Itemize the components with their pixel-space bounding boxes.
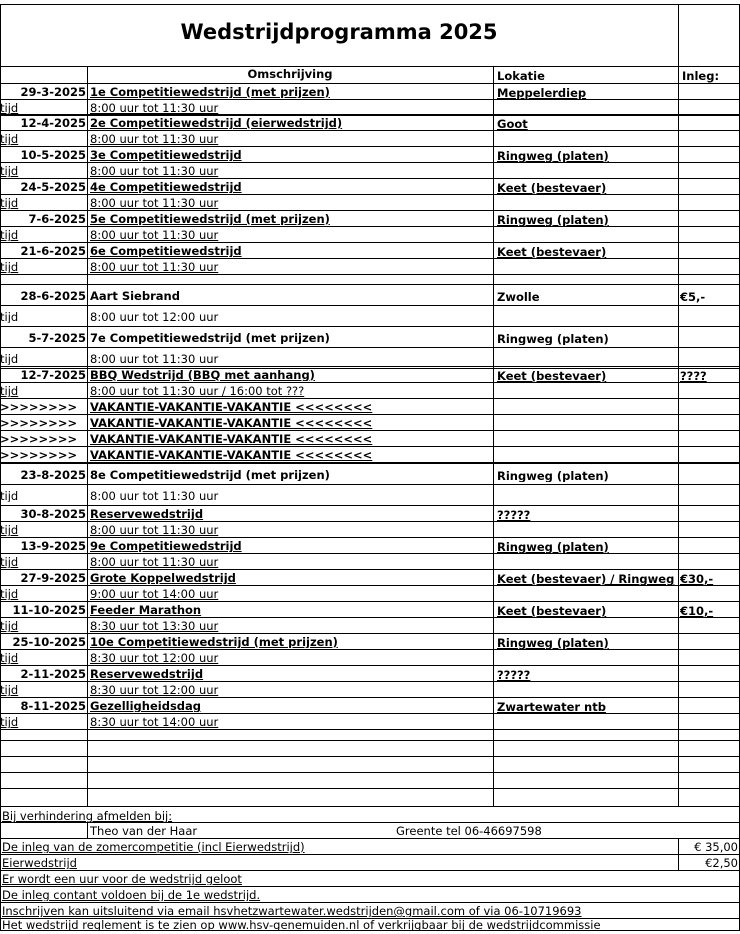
row-location: Ringweg (platen) bbox=[497, 150, 609, 162]
row-location: Keet (bestevaer) / Ringweg bbox=[497, 573, 675, 585]
row-time: 8:30 uur tot 14:00 uur bbox=[90, 716, 219, 728]
footer-egg-label: Eierwedstrijd bbox=[2, 857, 77, 869]
footer-summer-fee-value: € 35,00 bbox=[694, 841, 738, 853]
grid-line bbox=[0, 83, 740, 84]
row-time: 8:30 uur tot 12:00 uur bbox=[90, 652, 219, 664]
row-time: 8:00 uur tot 12:00 uur bbox=[90, 310, 219, 323]
row-date: 12-7-2025 bbox=[20, 369, 86, 381]
footer-note-cash: De inleg contant voldoen bij de 1e wedstrijd. bbox=[2, 889, 261, 901]
footer-contact-name: Theo van der Haar bbox=[90, 825, 198, 837]
row-fee: ???? bbox=[680, 370, 707, 382]
footer-note-rules: Het wedstrijd reglement is te zien op www.hsv-genemuiden.nl of verkrijgbaar bij de wedstrijdcommissie bbox=[2, 919, 601, 931]
row-date: 11-10-2025 bbox=[12, 604, 86, 616]
grid-line bbox=[0, 585, 740, 586]
row-description: Reservewedstrijd bbox=[90, 508, 204, 520]
row-time: 8:00 uur tot 11:30 uur bbox=[90, 489, 219, 502]
grid-line bbox=[0, 521, 740, 522]
row-location: Ringweg (platen) bbox=[497, 214, 609, 226]
grid-line bbox=[0, 194, 740, 195]
vacation-arrows: >>>>>>>> bbox=[0, 417, 78, 429]
grid-line bbox=[0, 4, 740, 5]
footer-egg-value: €2,50 bbox=[705, 857, 738, 869]
grid-line bbox=[0, 713, 740, 714]
row-location: Ringweg (platen) bbox=[497, 469, 609, 482]
row-location: Keet (bestevaer) bbox=[497, 246, 607, 258]
row-time: 8:00 uur tot 11:30 uur bbox=[90, 102, 219, 114]
grid-line bbox=[0, 806, 740, 807]
grid-line bbox=[0, 729, 740, 730]
grid-line bbox=[493, 66, 494, 806]
row-date: 8-11-2025 bbox=[20, 700, 86, 712]
row-date: 23-8-2025 bbox=[20, 468, 86, 481]
row-description: Aart Siebrand bbox=[90, 289, 180, 302]
grid-line bbox=[0, 463, 740, 464]
row-date: 27-9-2025 bbox=[20, 572, 86, 584]
row-date: 13-9-2025 bbox=[20, 540, 86, 552]
row-time: 8:00 uur tot 11:30 uur bbox=[90, 261, 219, 273]
row-date: 24-5-2025 bbox=[20, 181, 86, 193]
grid-line bbox=[0, 258, 740, 259]
grid-line bbox=[0, 114, 740, 115]
header-omschrijving: Omschrijving bbox=[247, 67, 333, 81]
grid-line bbox=[0, 484, 740, 485]
row-description: BBQ Wedstrijd (BBQ met aanhang) bbox=[90, 369, 315, 381]
row-time-label: tijd bbox=[0, 197, 19, 209]
grid-line bbox=[0, 681, 740, 682]
row-location: Ringweg (platen) bbox=[497, 332, 609, 345]
vacation-label: VAKANTIE-VAKANTIE-VAKANTIE <<<<<<<< bbox=[90, 449, 373, 461]
row-time: 8:30 uur tot 13:30 uur bbox=[90, 620, 219, 632]
grid-line bbox=[0, 430, 740, 431]
grid-line bbox=[0, 649, 740, 650]
grid-line bbox=[87, 822, 88, 838]
header-inleg: Inleg: bbox=[682, 69, 720, 83]
row-location: Goot bbox=[497, 118, 528, 130]
grid-line bbox=[0, 665, 740, 666]
row-description: 4e Competitiewedstrijd bbox=[90, 181, 242, 193]
row-time-label: tijd bbox=[0, 261, 19, 273]
grid-line bbox=[87, 66, 88, 806]
grid-line bbox=[0, 553, 740, 554]
row-time-label: tijd bbox=[0, 229, 19, 241]
row-time-label: tijd bbox=[0, 102, 19, 114]
row-date: 25-10-2025 bbox=[12, 636, 86, 648]
grid-line bbox=[0, 130, 740, 131]
grid-line bbox=[0, 274, 740, 275]
row-description: 6e Competitiewedstrijd bbox=[90, 245, 242, 257]
row-description: 3e Competitiewedstrijd bbox=[90, 149, 242, 161]
row-date: 12-4-2025 bbox=[20, 117, 86, 129]
grid-line bbox=[0, 242, 740, 243]
grid-line bbox=[0, 99, 740, 100]
row-time: 8:00 uur tot 11:30 uur bbox=[90, 197, 219, 209]
footer-contact-phone: Greente tel 06-46697598 bbox=[396, 825, 542, 837]
row-fee: €10,- bbox=[680, 605, 714, 617]
row-description: Reservewedstrijd bbox=[90, 668, 204, 680]
grid-line bbox=[0, 66, 740, 67]
row-fee: €30,- bbox=[680, 573, 714, 585]
row-location: Ringweg (platen) bbox=[497, 637, 609, 649]
grid-line bbox=[0, 838, 740, 839]
row-location: Meppelerdiep bbox=[497, 87, 587, 99]
grid-line bbox=[0, 633, 740, 634]
vacation-label: VAKANTIE-VAKANTIE-VAKANTIE <<<<<<<< bbox=[90, 417, 373, 429]
row-location: Keet (bestevaer) bbox=[497, 370, 607, 382]
row-date: 29-3-2025 bbox=[20, 86, 86, 98]
grid-line bbox=[0, 772, 740, 773]
grid-line bbox=[0, 226, 740, 227]
row-description: Gezelligheidsdag bbox=[90, 700, 202, 712]
grid-line bbox=[0, 870, 740, 871]
row-description: Feeder Marathon bbox=[90, 604, 202, 616]
row-time-label: tijd bbox=[0, 684, 19, 696]
row-time-label: tijd bbox=[0, 352, 19, 365]
grid-line bbox=[0, 601, 740, 602]
row-description: 9e Competitiewedstrijd bbox=[90, 540, 242, 552]
grid-line bbox=[0, 537, 740, 538]
row-description: 7e Competitiewedstrijd (met prijzen) bbox=[90, 331, 330, 344]
grid-line bbox=[0, 505, 740, 506]
row-description: Grote Koppelwedstrijd bbox=[90, 572, 236, 584]
row-time: 8:00 uur tot 11:30 uur bbox=[90, 165, 219, 177]
row-date: 28-6-2025 bbox=[20, 289, 86, 302]
row-time-label: tijd bbox=[0, 588, 19, 600]
grid-line bbox=[0, 697, 740, 698]
row-time-label: tijd bbox=[0, 620, 19, 632]
grid-line bbox=[0, 305, 740, 306]
grid-line bbox=[0, 788, 740, 789]
row-time: 8:00 uur tot 11:30 uur bbox=[90, 229, 219, 241]
row-description: 8e Competitiewedstrijd (met prijzen) bbox=[90, 468, 330, 481]
grid-line bbox=[0, 326, 740, 327]
row-description: 5e Competitiewedstrijd (met prijzen) bbox=[90, 213, 330, 225]
row-description: 10e Competitiewedstrijd (met prijzen) bbox=[90, 636, 338, 648]
row-time-label: tijd bbox=[0, 652, 19, 664]
row-date: 30-8-2025 bbox=[20, 508, 86, 520]
grid-line bbox=[678, 838, 679, 870]
row-location: Zwartewater ntb bbox=[497, 701, 606, 713]
header-lokatie: Lokatie bbox=[497, 69, 545, 83]
grid-line bbox=[0, 146, 740, 147]
row-location: Zwolle bbox=[497, 290, 540, 303]
grid-line bbox=[0, 886, 740, 887]
grid-line bbox=[678, 4, 679, 66]
row-time: 8:00 uur tot 11:30 uur bbox=[90, 524, 219, 536]
vacation-arrows: >>>>>>>> bbox=[0, 433, 78, 445]
footer-note-register: Inschrijven kan uitsluitend via email hsvhetzwartewater.wedstrijden@gmail.com of via 06-10719693 bbox=[2, 905, 582, 917]
grid-line bbox=[0, 446, 740, 447]
grid-line bbox=[0, 617, 740, 618]
grid-line bbox=[0, 740, 740, 741]
grid-line bbox=[0, 822, 740, 823]
row-date: 5-7-2025 bbox=[28, 331, 86, 344]
row-date: 10-5-2025 bbox=[20, 149, 86, 161]
row-time-label: tijd bbox=[0, 385, 19, 397]
grid-line bbox=[0, 284, 740, 285]
vacation-label: VAKANTIE-VAKANTIE-VAKANTIE <<<<<<<< bbox=[90, 433, 373, 445]
row-description: 2e Competitiewedstrijd (eierwedstrijd) bbox=[90, 117, 343, 129]
grid-line bbox=[0, 854, 740, 855]
row-date: 7-6-2025 bbox=[28, 213, 86, 225]
grid-line bbox=[0, 210, 740, 211]
grid-line bbox=[0, 902, 740, 903]
row-time: 8:00 uur tot 11:30 uur bbox=[90, 352, 219, 365]
vacation-label: VAKANTIE-VAKANTIE-VAKANTIE <<<<<<<< bbox=[90, 401, 373, 413]
grid-line bbox=[0, 382, 740, 383]
row-time-label: tijd bbox=[0, 556, 19, 568]
row-time: 8:00 uur tot 11:30 uur / 16:00 tot ??? bbox=[90, 385, 305, 397]
row-date: 21-6-2025 bbox=[20, 245, 86, 257]
row-description: 1e Competitiewedstrijd (met prijzen) bbox=[90, 86, 330, 98]
grid-line bbox=[0, 398, 740, 399]
row-location: Keet (bestevaer) bbox=[497, 605, 607, 617]
grid-line bbox=[0, 178, 740, 179]
footer-summer-fee-label: De inleg van de zomercompetitie (incl Eierwedstrijd) bbox=[2, 841, 305, 853]
grid-line bbox=[678, 66, 679, 806]
row-time-label: tijd bbox=[0, 310, 19, 323]
row-time-label: tijd bbox=[0, 716, 19, 728]
grid-line bbox=[0, 414, 740, 415]
row-time: 8:00 uur tot 11:30 uur bbox=[90, 556, 219, 568]
vacation-arrows: >>>>>>>> bbox=[0, 449, 78, 461]
row-location: Ringweg (platen) bbox=[497, 541, 609, 553]
row-date: 2-11-2025 bbox=[20, 668, 86, 680]
footer-note-lottery: Er wordt een uur voor de wedstrijd geloot bbox=[2, 873, 242, 885]
footer-absence-label: Bij verhindering afmelden bij: bbox=[2, 810, 173, 822]
row-time: 9:00 uur tot 14:00 uur bbox=[90, 588, 219, 600]
row-time-label: tijd bbox=[0, 133, 19, 145]
row-location: Keet (bestevaer) bbox=[497, 182, 607, 194]
row-fee: €5,- bbox=[680, 290, 706, 303]
row-location: ????? bbox=[497, 669, 531, 681]
page-title: Wedstrijdprogramma 2025 bbox=[180, 20, 498, 44]
row-location: ????? bbox=[497, 509, 531, 521]
row-time: 8:00 uur tot 11:30 uur bbox=[90, 133, 219, 145]
grid-line bbox=[0, 115, 740, 116]
grid-line bbox=[0, 162, 740, 163]
grid-line bbox=[0, 569, 740, 570]
grid-line bbox=[0, 347, 740, 348]
grid-line bbox=[0, 756, 740, 757]
row-time-label: tijd bbox=[0, 165, 19, 177]
grid-line bbox=[0, 366, 740, 367]
row-time-label: tijd bbox=[0, 524, 19, 536]
vacation-arrows: >>>>>>>> bbox=[0, 401, 78, 413]
row-time-label: tijd bbox=[0, 489, 19, 502]
row-time: 8:30 uur tot 12:00 uur bbox=[90, 684, 219, 696]
